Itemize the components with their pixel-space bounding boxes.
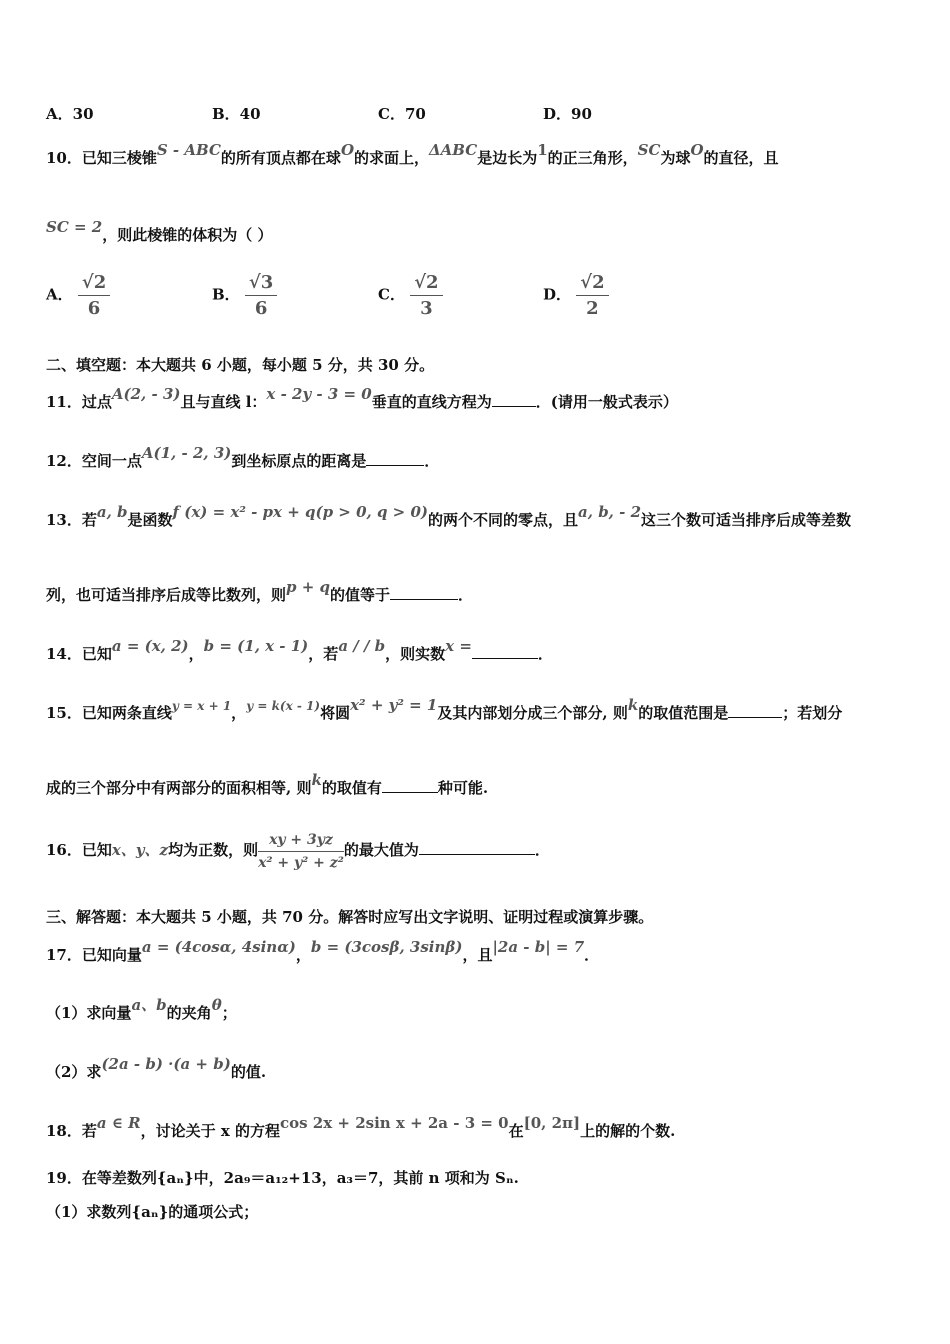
question-15-line2: 成的三个部分中有两部分的面积相等, 则k的取值有 种可能. bbox=[46, 771, 489, 797]
q10-option-b: B． $\frac{√3}{6}$ bbox=[212, 272, 277, 319]
section-3-heading: 三、解答题：本大题共 5 小题，共 70 分。解答时应写出文字说明、证明过程或演算步骤。 bbox=[46, 908, 654, 926]
question-17-part-1: （1）求向量a、b的夹角θ； bbox=[46, 996, 237, 1022]
question-18: 18．若a ∈ R，讨论关于 x 的方程cos 2x + 2sin x + 2a - 3 = 0在[0, 2π]上的解的个数. bbox=[46, 1114, 676, 1140]
option-a: A．30 bbox=[46, 105, 94, 123]
q10-option-c: C． $\frac{√2}{3}$ bbox=[378, 272, 443, 319]
question-13-line2: 列，也可适当排序后成等比数列，则p + q的值等于 ． bbox=[46, 578, 474, 604]
section-2-heading: 二、填空题：本大题共 6 小题，每小题 5 分，共 30 分。 bbox=[46, 356, 435, 374]
question-15: 15．已知两条直线$^{y = x + 1}$，$^{y = k(x - 1)}$将圆x² + y² = 1及其内部划分成三个部分, 则k的取值范围是 ；若划分 bbox=[46, 696, 843, 722]
question-14: 14．已知a = (x, 2)，b = (1, x - 1)，若a / / b，则实数x = ． bbox=[46, 637, 553, 663]
question-17: 17．已知向量a = (4cosα, 4sinα)，b = (3cosβ, 3sinβ)，且|2a - b| = 7． bbox=[46, 938, 600, 964]
q10-option-a: A． $\frac{√2}{6}$ bbox=[46, 272, 110, 319]
question-16: 16．已知x、y、z均为正数，则 $\frac{xy + 3yz}{\text{x² + y² + z²}}$ 的最大值为 ． bbox=[46, 831, 550, 871]
question-19-part-1: （1）求数列{aₙ}的通项公式； bbox=[46, 1203, 259, 1221]
question-17-part-2: （2）求(2a - b) ·(a + b)的值. bbox=[46, 1055, 267, 1081]
question-13: 13．若a, b是函数f (x) = x² - px + q(p > 0, q > 0)的两个不同的零点，且a, b, - 2这三个数可适当排序后成等差数 bbox=[46, 503, 852, 529]
question-19: 19．在等差数列{aₙ}中，2a₉＝a₁₂+13，a₃＝7，其前 n 项和为 Sₙ. bbox=[46, 1169, 519, 1187]
q10-option-d: D． $\frac{√2}{2}$ bbox=[543, 272, 609, 319]
question-10-line2: SC = 2，则此棱锥的体积为（ ） bbox=[46, 218, 273, 244]
question-12: 12．空间一点A(1, - 2, 3)到坐标原点的距离是 ． bbox=[46, 444, 440, 470]
question-11: 11．过点A(2, - 3)且与直线 l：x - 2y - 3 = 0垂直的直线方程为 ．(请用一般式表示） bbox=[46, 385, 678, 411]
question-10: 10．已知三棱锥S - ABC的所有顶点都在球O的求面上，ΔABC是边长为1的正三角形，SC为球O的直径，且 bbox=[46, 141, 779, 167]
option-c: C．70 bbox=[378, 105, 426, 123]
option-b: B．40 bbox=[212, 105, 261, 123]
option-d: D．90 bbox=[543, 105, 592, 123]
